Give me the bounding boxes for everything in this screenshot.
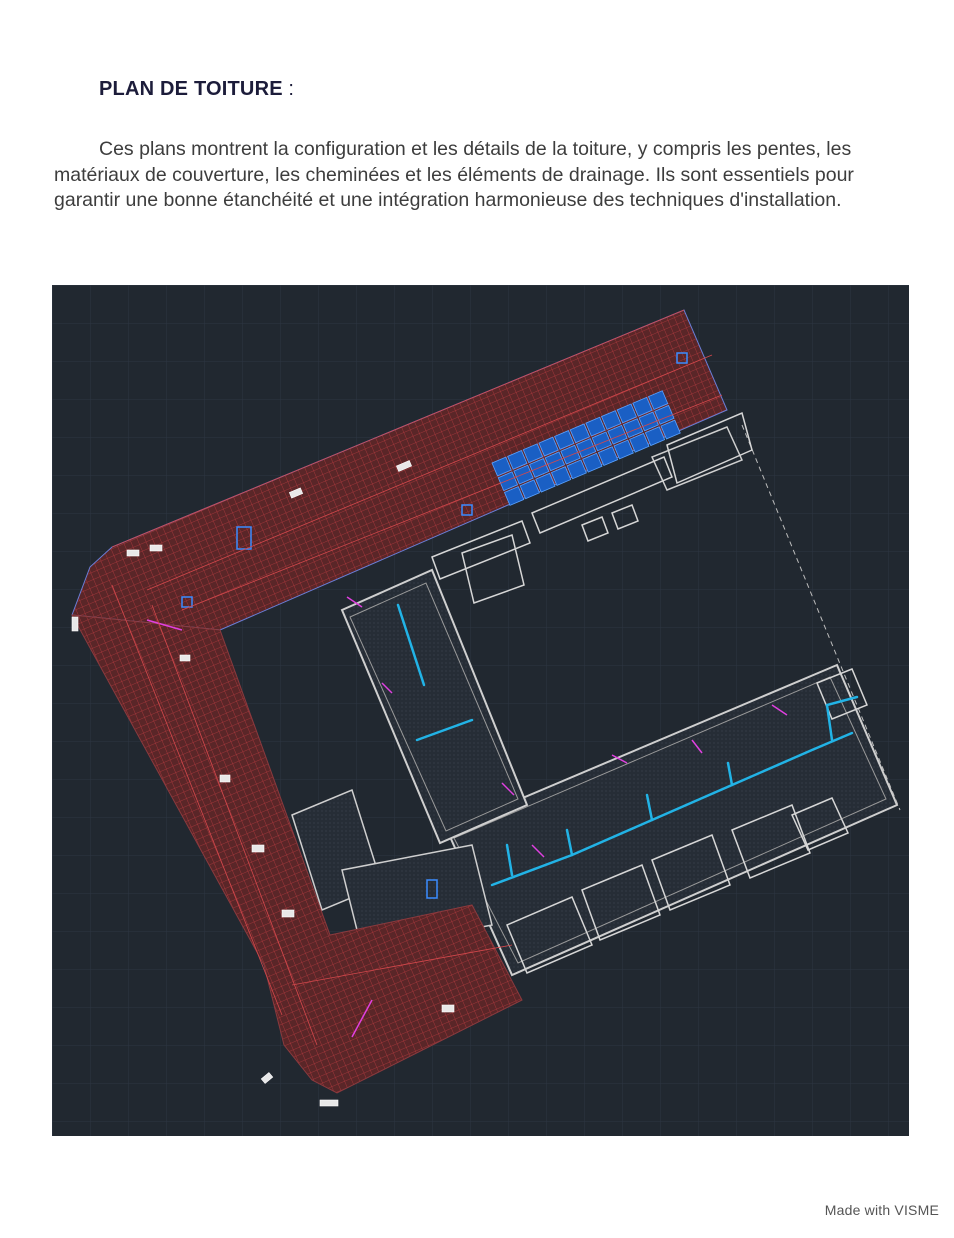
roof-plan-svg bbox=[52, 285, 909, 1136]
page-title-text: PLAN DE TOITURE bbox=[99, 78, 283, 100]
roof-plan-drawing bbox=[52, 285, 909, 1136]
page-title-colon: : bbox=[282, 78, 294, 100]
visme-credit: Made with VISME bbox=[824, 1202, 939, 1218]
intro-paragraph: Ces plans montrent la configuration et les détails de la toiture, y compris les pentes, les matériaux de couverture, les cheminées et les éléments de drainage. Ils sont essentiels pour garantir une bonne étanchéité et une intégration harmonieuse des techniques d'installation. bbox=[54, 138, 854, 211]
page-title bbox=[99, 78, 294, 101]
